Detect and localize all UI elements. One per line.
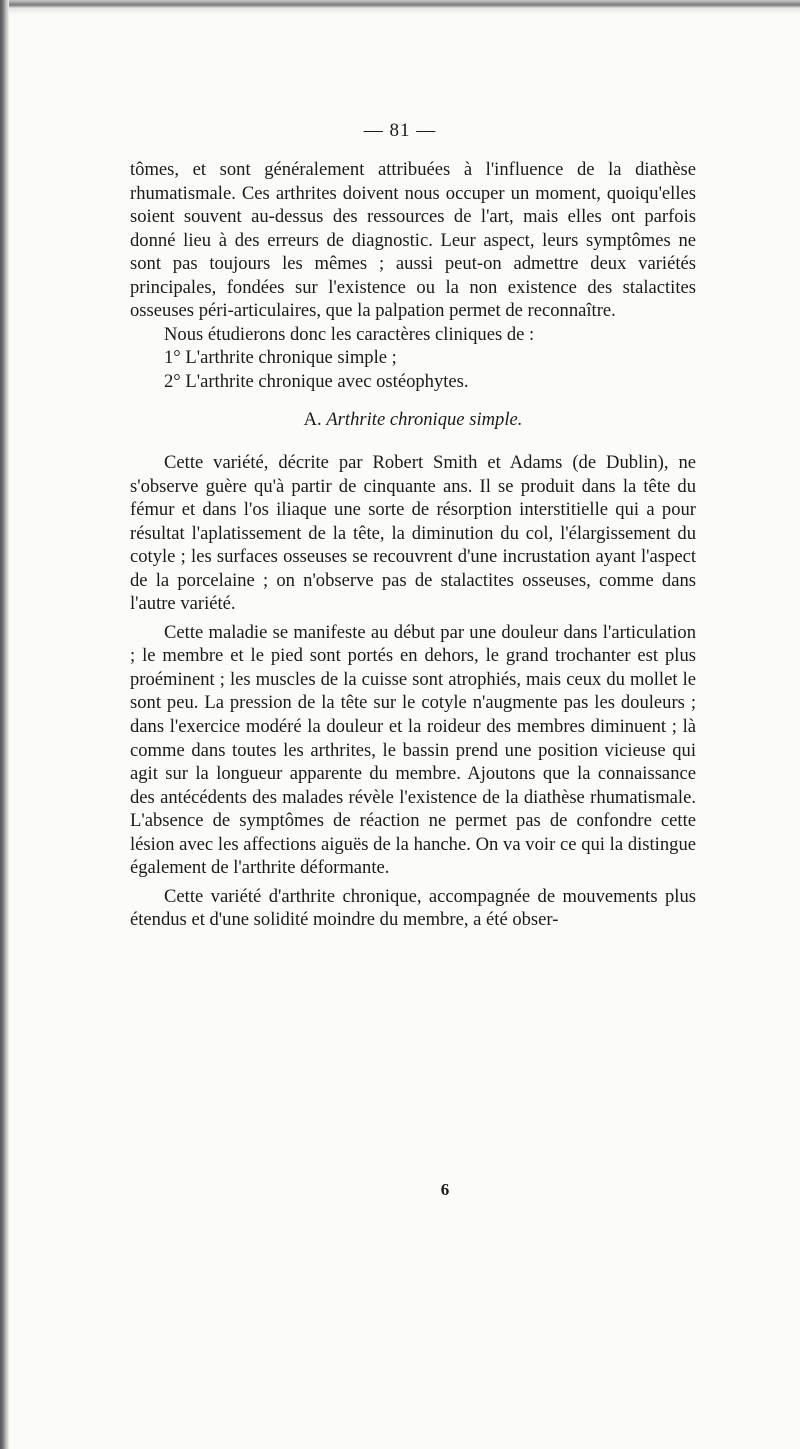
page-top-edge bbox=[9, 0, 800, 14]
page-number: — 81 — bbox=[363, 120, 437, 141]
body-text bbox=[130, 158, 696, 932]
section-letter: A. bbox=[303, 409, 322, 431]
list-item-2: 2° L'arthrite chronique avec ostéophytes. bbox=[164, 370, 469, 392]
page-binding-edge bbox=[0, 0, 9, 1449]
paragraph-description: Cette variété, décrite par Robert Smith et Adams (de Dublin), ne s'observe guère qu'à partir de cinquante ans. Il se produit dans la tête du fémur et dans l'os iliaque une sorte de résorption interstitielle qui a pour résultat l'aplatissement de la tête, la diminution du col, l'élargissement du cotyle ; les surfaces osseuses se recouvrent d'une incrustation ayant l'aspect de la porcelaine ; on n'observe pas de stalactites osseuses, comme dans l'autre variété. bbox=[130, 452, 696, 615]
section-title: Arthrite chronique simple. bbox=[326, 409, 523, 431]
list-item-1: 1° L'arthrite chronique simple ; bbox=[164, 347, 397, 369]
paragraph-continuation: tômes, et sont généralement attribuées à l'influence de la diathèse rhumatismale. Ces arthrites doivent nous occuper un moment, quoiqu'elles soient souvent au-dessus des ressources de l'art, mais elles ont parfois donné lieu à des erreurs de diagnostic. Leur aspect, leurs symptômes ne sont pas toujours les mêmes ; aussi peut-on admettre deux variétés principales, fondées sur l'existence ou la non existence des stalactites osseuses péri-articulaires, que la palpation permet de reconnaître. bbox=[130, 159, 696, 322]
signature-mark: 6 bbox=[440, 1180, 450, 1199]
paragraph-variety: Cette variété d'arthrite chronique, accompagnée de mouvements plus étendus et d'une solidité moindre du membre, a été obser- bbox=[130, 885, 696, 931]
paragraph-intro-list: Nous étudierons donc les caractères cliniques de : bbox=[164, 323, 535, 345]
section-heading bbox=[130, 408, 696, 432]
paragraph-symptoms: Cette maladie se manifeste au début par une douleur dans l'articulation ; le membre et le pied sont portés en dehors, le grand trochanter est plus proéminent ; les muscles de la cuisse sont atrophiés, mais ceux du mollet le sont peu. La pression de la tête sur le cotyle n'augmente pas les douleurs ; dans l'exercice modéré la douleur et la roideur des membres diminuent ; là comme dans toutes les arthrites, le bassin prend une position vicieuse qui agit sur la longueur apparente du membre. Ajoutons que la connaissance des antécédents des malades révèle l'existence de la diathèse rhumatismale. L'absence de symptômes de réaction ne permet pas de confondre cette lésion avec les affections aiguës de la hanche. On va voir ce qui la distingue également de l'arthrite déformante. bbox=[130, 621, 696, 879]
